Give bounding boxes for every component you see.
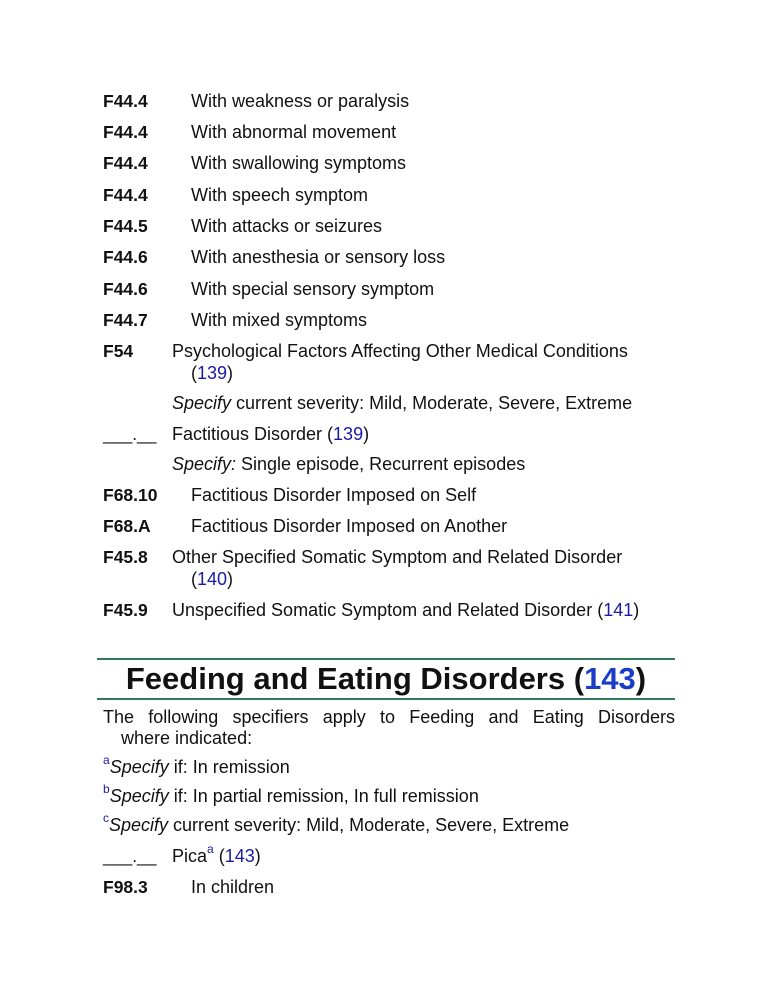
page-ref-link[interactable]: 140 bbox=[197, 569, 228, 589]
entry-text: Unspecified Somatic Symptom and Related Disorder ( bbox=[172, 600, 604, 620]
paren-close: ) bbox=[363, 424, 370, 444]
entry-text: Factitious Disorder Imposed on Self bbox=[191, 485, 477, 505]
intro-line-1: The following specifiers apply to Feeding and Eating Disorders bbox=[103, 707, 675, 727]
blank-code: ___.__ bbox=[103, 424, 157, 444]
footnote-mark: c bbox=[103, 811, 109, 825]
specify-label: Specify: bbox=[172, 454, 237, 474]
entry-text: With attacks or seizures bbox=[191, 216, 383, 236]
entry-text: In children bbox=[191, 877, 275, 897]
heading-rule-top bbox=[97, 658, 675, 660]
entry-text: With weakness or paralysis bbox=[191, 91, 410, 111]
diagnosis-code: F44.4 bbox=[103, 185, 148, 205]
blank-code: ___.__ bbox=[103, 846, 157, 866]
diagnosis-code: F68.10 bbox=[103, 485, 158, 505]
heading-paren-close: ) bbox=[635, 661, 647, 696]
diagnosis-code: F44.4 bbox=[103, 153, 148, 173]
entry-text: With swallowing symptoms bbox=[191, 153, 407, 173]
diagnosis-code: F45.8 bbox=[103, 547, 148, 567]
entry-text: With special sensory symptom bbox=[191, 279, 435, 299]
entry-text: Factitious Disorder ( bbox=[172, 424, 334, 444]
entry-text: With anesthesia or sensory loss bbox=[191, 247, 446, 267]
page-ref-link[interactable]: 139 bbox=[333, 424, 364, 444]
paren-open: ( bbox=[191, 363, 197, 383]
intro-line-2: where indicated: bbox=[121, 728, 253, 748]
paren-open: ( bbox=[213, 846, 225, 866]
specifier-line-b bbox=[103, 782, 479, 807]
specify-text: current severity: Mild, Moderate, Severe, Extreme bbox=[231, 393, 633, 413]
entry-text: With abnormal movement bbox=[191, 122, 397, 142]
diagnosis-code: F54 bbox=[103, 341, 134, 361]
diagnosis-code: F44.7 bbox=[103, 310, 148, 330]
diagnosis-code: F44.4 bbox=[103, 122, 148, 142]
footnote-mark: a bbox=[103, 753, 110, 767]
section-intro bbox=[103, 707, 675, 749]
diagnosis-code: F44.4 bbox=[103, 91, 148, 111]
footnote-mark: a bbox=[207, 842, 214, 856]
entry-text: With mixed symptoms bbox=[191, 310, 368, 330]
diagnosis-code: F68.A bbox=[103, 516, 151, 536]
page-ref-link[interactable]: 141 bbox=[603, 600, 634, 620]
heading-rule-bottom bbox=[97, 698, 675, 700]
specify-label: Specify bbox=[109, 815, 169, 835]
entry-text: Factitious Disorder Imposed on Another bbox=[191, 516, 508, 536]
footnote-mark: b bbox=[103, 782, 110, 796]
specify-label: Specify bbox=[109, 786, 169, 806]
specify-label: Specify bbox=[172, 393, 232, 413]
specifier-line-a bbox=[103, 753, 290, 778]
diagnosis-code: F44.6 bbox=[103, 279, 148, 299]
entry-text: Other Specified Somatic Symptom and Related Disorder bbox=[172, 547, 623, 567]
diagnosis-code: F44.5 bbox=[103, 216, 148, 236]
specifier-line-c bbox=[103, 811, 570, 836]
section-heading bbox=[97, 662, 675, 696]
page-ref-link[interactable]: 143 bbox=[224, 846, 255, 866]
diagnosis-code: F45.9 bbox=[103, 600, 148, 620]
paren-close: ) bbox=[227, 569, 234, 589]
heading-page-ref-link[interactable]: 143 bbox=[584, 661, 636, 696]
paren-open: ( bbox=[191, 569, 197, 589]
heading-text: Feeding and Eating Disorders ( bbox=[125, 661, 585, 696]
paren-close: ) bbox=[633, 600, 640, 620]
specify-text: if: In remission bbox=[168, 757, 290, 777]
specify-text: if: In partial remission, In full remission bbox=[168, 786, 479, 806]
diagnosis-code: F44.6 bbox=[103, 247, 148, 267]
section-heading-block bbox=[97, 658, 675, 700]
specify-text: Single episode, Recurrent episodes bbox=[236, 454, 526, 474]
entry-text: With speech symptom bbox=[191, 185, 369, 205]
paren-close: ) bbox=[254, 846, 261, 866]
entry-text: Pica bbox=[172, 846, 208, 866]
entry-text: Psychological Factors Affecting Other Medical Conditions bbox=[172, 341, 628, 361]
diagnosis-code: F98.3 bbox=[103, 877, 148, 897]
page-ref-link[interactable]: 139 bbox=[197, 363, 228, 383]
specify-text: current severity: Mild, Moderate, Severe, Extreme bbox=[168, 815, 570, 835]
paren-close: ) bbox=[227, 363, 234, 383]
specify-label: Specify bbox=[109, 757, 169, 777]
